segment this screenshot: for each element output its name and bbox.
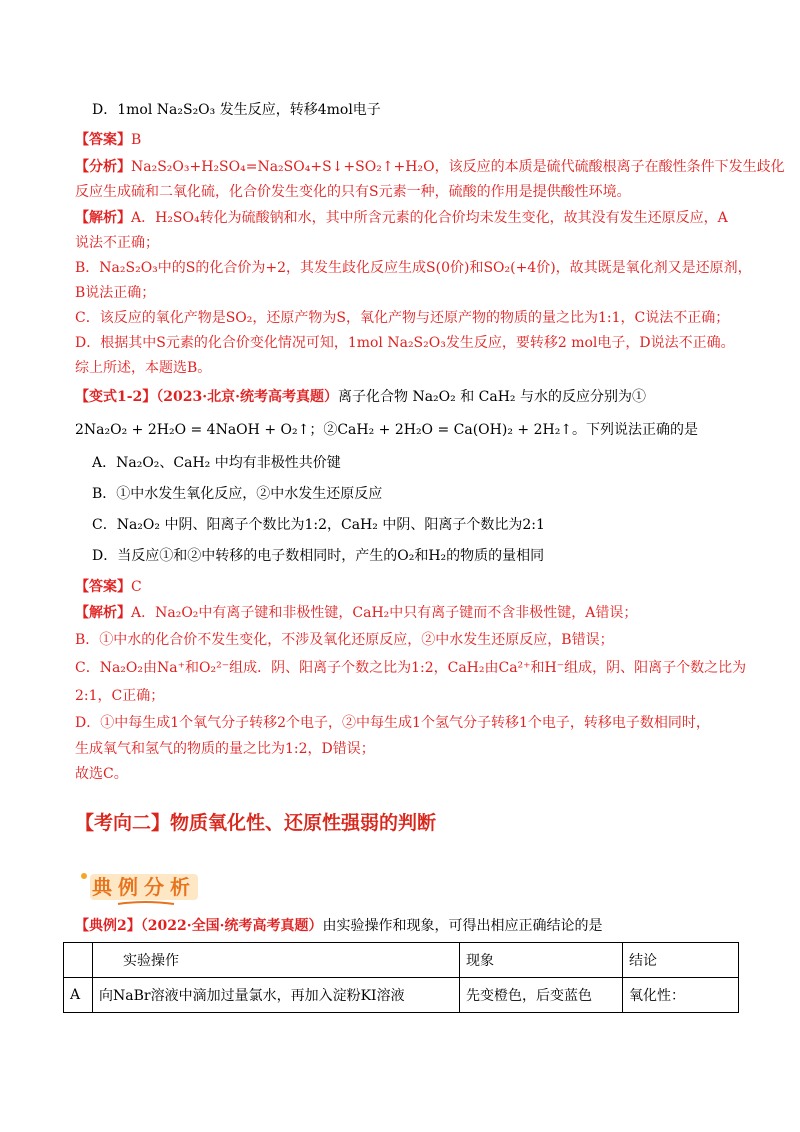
explain-line-6: D．根据其中S元素的化合价变化情况可知，1mol Na₂S₂O₃发生反应，要转移2 mol电子，D说法不正确。 [75,335,735,351]
q2-answer-line [75,577,142,597]
answer-tag: 【答案】 [75,132,131,148]
logo-underline [118,902,174,904]
logo-text: 典例分析 [92,875,196,899]
table-header-row [64,943,739,978]
explain-text-1: A．H₂SO₄转化为硫酸钠和水，其中所含元素的化合价均未发生变化，故其没有发生还原反应，A [131,210,728,226]
q2-explain-line-3: C．Na₂O₂由Na⁺和O₂²⁻组成．阴、阳离子个数之比为1:2，CaH₂由Ca²⁺和H⁻组成，阴、阳离子个数之比为 [75,660,747,676]
table-header-cell: 实验操作 [93,943,460,978]
q3-source: （2022·全国·统考高考真题） [140,918,323,934]
sparkle-icon [81,873,87,879]
q2-option-b: B．①中水发生氧化反应，②中水发生还原反应 [92,486,383,502]
q2-stem-line-1 [75,387,646,407]
q2-answer-tag: 【答案】 [75,579,131,595]
explain-line-1 [75,208,728,228]
q2-stem-line-2: 2Na₂O₂ + 2H₂O = 4NaOH + O₂↑；②CaH₂ + 2H₂O = Ca(OH)₂ + 2H₂↑。下列说法正确的是 [75,422,699,438]
q2-explain-line-1 [75,603,637,623]
analysis-tag: 【分析】 [75,159,131,175]
q2-explain-line-4: 2:1，C正确； [75,688,165,704]
table-cell: 向NaBr溶液中滴加过量氯水，再加入淀粉KI溶液 [93,978,460,1013]
table-cell: A [64,978,93,1013]
q2-tag: 【变式1-2】 [75,389,157,405]
explain-tag: 【解析】 [75,210,131,226]
experiment-table [63,942,739,1013]
table-row [64,978,739,1013]
q2-option-d: D．当反应①和②中转移的电子数相同时，产生的O₂和H₂的物质的量相同 [92,548,545,564]
q2-option-c: C．Na₂O₂ 中阴、阳离子个数比为1:2，CaH₂ 中阴、阳离子个数比为2:1 [92,517,545,533]
explain-line-3: B．Na₂S₂O₃中的S的化合价为+2，其发生歧化反应生成S(0价)和SO₂(+4价)，故其既是氧化剂又是还原剂， [75,260,752,276]
q2-explain-text-1: A．Na₂O₂中有离子键和非极性键，CaH₂中只有离子键而不含非极性键，A错误； [131,605,638,621]
table-cell: 氧化性： [623,978,739,1013]
example-analysis-logo [78,868,208,908]
q2-option-a: A．Na₂O₂、CaH₂ 中均有非极性共价键 [92,455,341,471]
q2-source: （2023·北京·统考高考真题） [156,389,339,405]
q3-stem-line [75,916,602,936]
explain-line-5: C．该反应的氧化产物是SO₂，还原产物为S，氧化产物与还原产物的物质的量之比为1:1，C说法不正确； [75,310,730,326]
q2-explain-line-2: B．①中水的化合价不发生变化，不涉及氧化还原反应，②中水发生还原反应，B错误； [75,632,614,648]
table-header-cell: 结论 [623,943,739,978]
analysis-line-2: 反应生成硫和二氧化硫，化合价发生变化的只有S元素一种，硫酸的作用是提供酸性环境。 [75,184,631,200]
analysis-line-1 [75,157,785,177]
table-header-cell [64,943,93,978]
analysis-text-1: Na₂S₂O₃+H₂SO₄=Na₂SO₄+S↓+SO₂↑+H₂O，该反应的本质是硫代硫酸根离子在酸性条件下发生歧化 [131,159,785,175]
answer-line [75,130,141,150]
section-title: 【考向二】物质氧化性、还原性强弱的判断 [75,812,437,834]
explain-line-7: 综上所述，本题选B。 [75,360,212,376]
table-header-cell: 现象 [460,943,623,978]
q2-answer-value: C [131,579,142,595]
q2-stem-text: 离子化合物 Na₂O₂ 和 CaH₂ 与水的反应分别为① [338,389,646,405]
option-d: D．1mol Na₂S₂O₃ 发生反应，转移4mol电子 [92,102,381,118]
q3-stem-text: 由实验操作和现象，可得出相应正确结论的是 [322,918,603,934]
q2-explain-line-5: D．①中每生成1个氧气分子转移2个电子，②中每生成1个氢气分子转移1个电子，转移电子数相同时， [75,715,710,731]
explain-line-2: 说法不正确； [75,235,159,251]
q2-explain-line-7: 故选C。 [75,766,128,782]
answer-value: B [131,132,142,148]
q2-explain-line-6: 生成氧气和氢气的物质的量之比为1:2，D错误； [75,741,375,757]
explain-line-4: B说法正确； [75,285,156,301]
table-cell: 先变橙色，后变蓝色 [460,978,623,1013]
q2-explain-tag: 【解析】 [75,605,131,621]
q3-tag: 【典例2】 [75,918,141,934]
